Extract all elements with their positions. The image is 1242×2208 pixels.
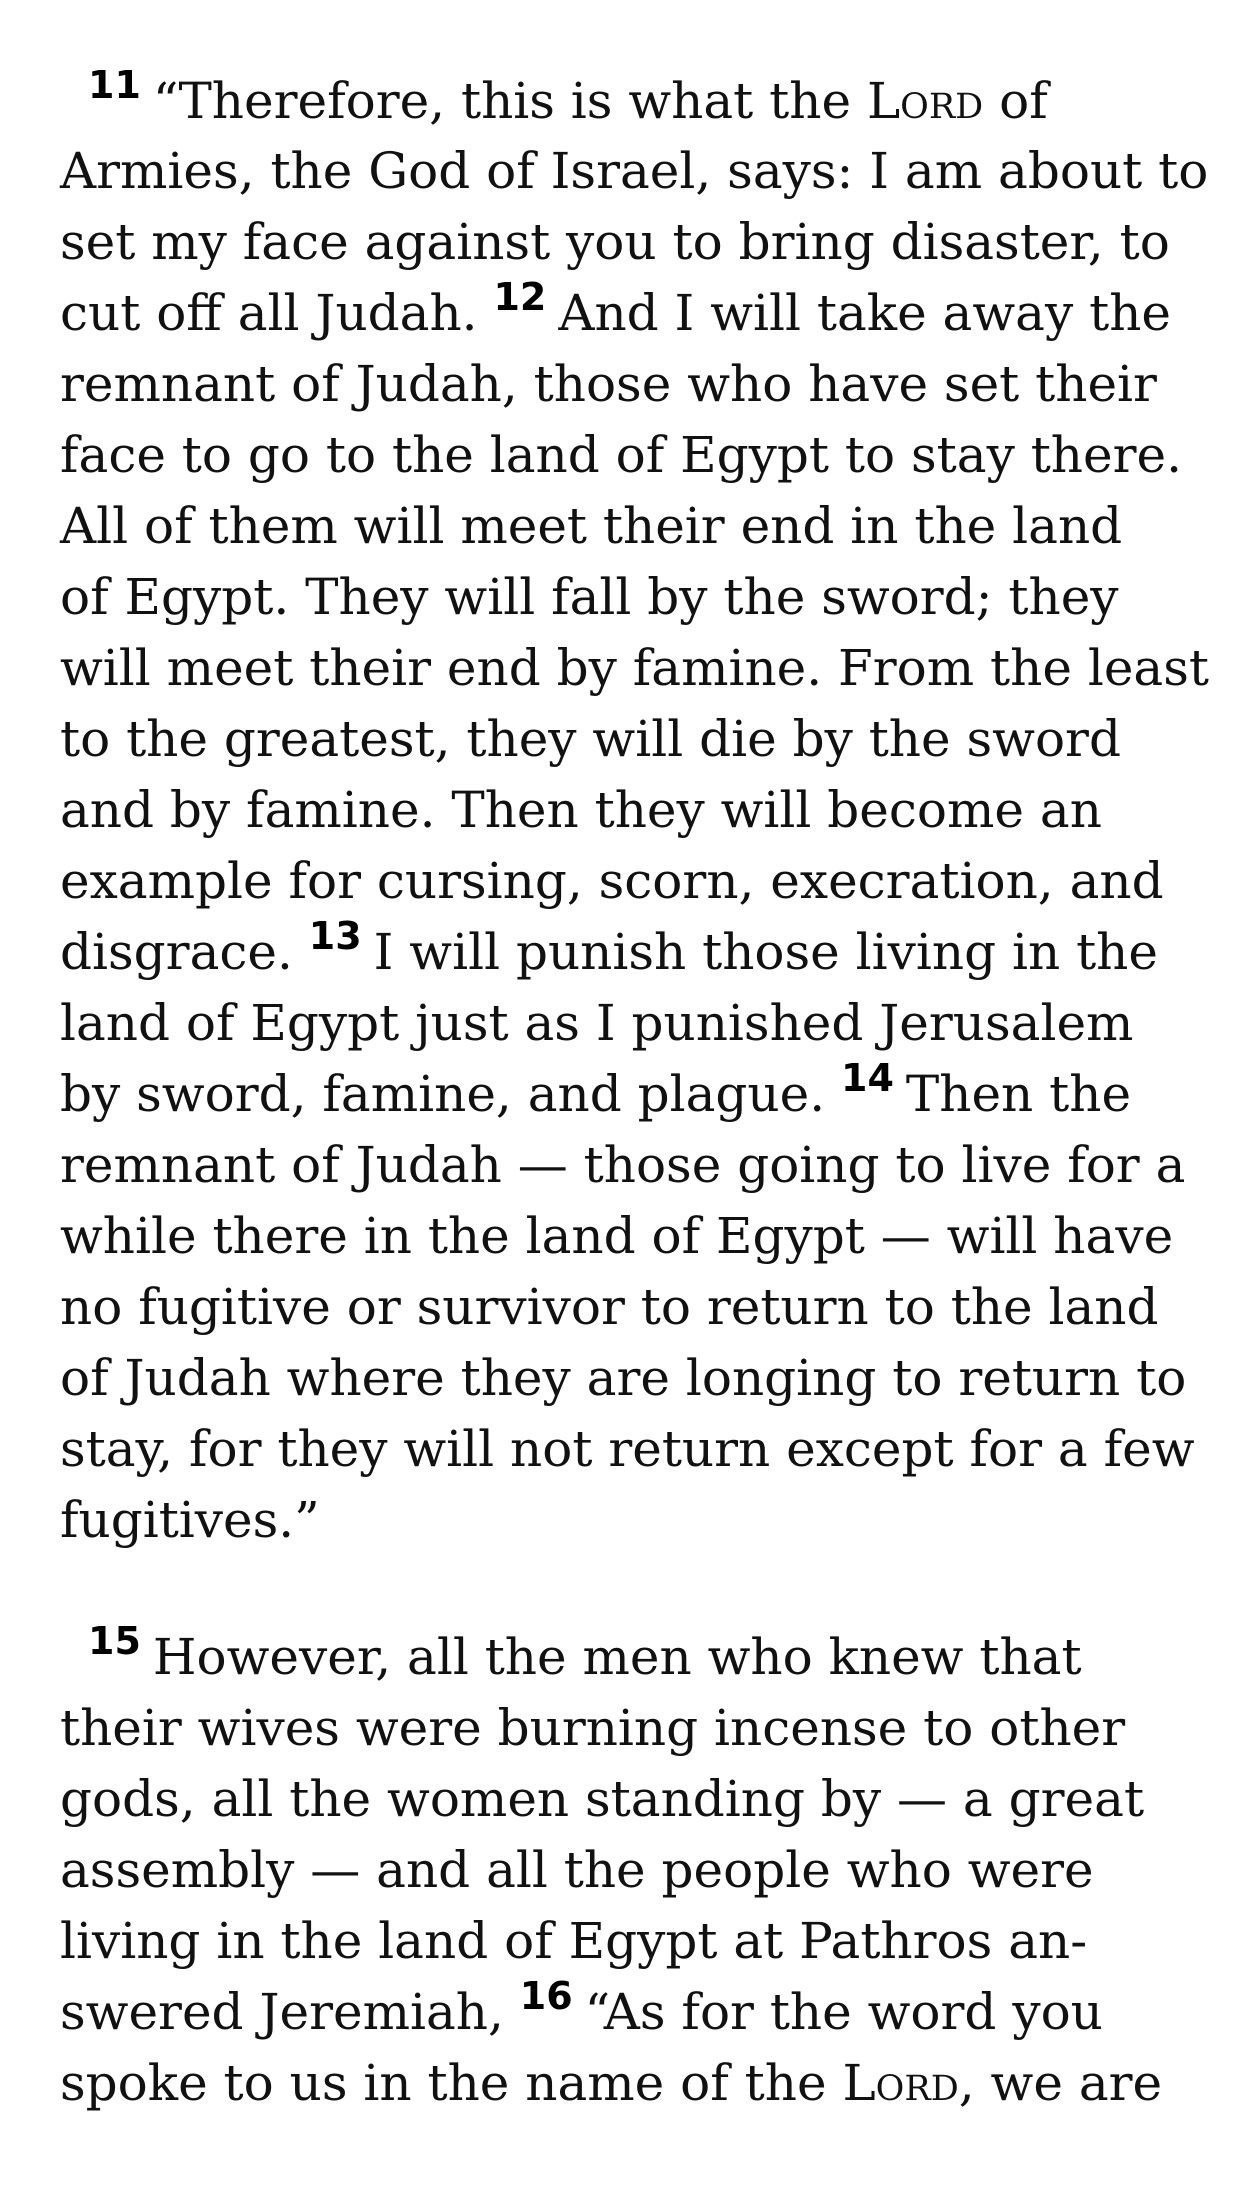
line-text: stay, for they will not return except for a few — [60, 1420, 1195, 1478]
line-text: face to go to the land of Egypt to stay there. — [60, 426, 1182, 484]
line-text: and by famine. Then they will become an — [60, 781, 1102, 839]
verse-number: 16 — [519, 1974, 573, 2018]
line-text: disgrace. — [60, 923, 309, 981]
text-line — [88, 63, 1238, 136]
verse-number: 11 — [88, 63, 141, 107]
line-text-after: “As for the word you — [584, 1983, 1103, 2041]
line-text: no fugitive or survivor to return to the land — [60, 1278, 1159, 1336]
text-line — [60, 1485, 1210, 1555]
line-text-after: And I will take away the — [558, 284, 1171, 342]
text-line — [60, 562, 1210, 632]
line-text: cut off all Judah. — [60, 284, 494, 342]
text-line — [60, 988, 1210, 1058]
text-line — [60, 1414, 1210, 1484]
verse-number: 14 — [841, 1056, 894, 1100]
text-line — [60, 491, 1210, 561]
line-text: land of Egypt just as I punished Jerusalem — [60, 994, 1134, 1052]
line-text: their wives were burning incense to other — [60, 1699, 1126, 1757]
line-text: of Egypt. They will fall by the sword; they — [60, 568, 1119, 626]
line-text: living in the land of Egypt at Pathros an- — [60, 1912, 1088, 1970]
text-line — [60, 775, 1210, 845]
text-line — [60, 1693, 1210, 1763]
lord-small-caps: Lord — [842, 2054, 959, 2112]
text-line — [60, 704, 1210, 774]
text-line — [60, 275, 1210, 348]
line-text: spoke to us in the name of the — [60, 2054, 843, 2112]
line-text: assembly — and all the people who were — [60, 1841, 1094, 1899]
line-text: set my face against you to bring disaster, to — [60, 213, 1170, 271]
line-text: example for cursing, scorn, execration, and — [60, 852, 1164, 910]
text-line — [60, 136, 1210, 206]
text-line — [60, 1764, 1210, 1834]
line-text: However, all the men who knew that — [152, 1628, 1082, 1686]
line-text-after: I will punish those living in the — [373, 923, 1158, 981]
line-text: gods, all the women standing by — a great — [60, 1770, 1145, 1828]
text-line — [60, 1056, 1210, 1129]
text-line — [60, 2048, 1210, 2118]
text-line — [60, 1343, 1210, 1413]
text-line — [60, 420, 1210, 490]
text-line — [88, 1619, 1238, 1692]
text-line — [60, 207, 1210, 277]
text-line — [60, 1974, 1210, 2047]
verse-number: 13 — [308, 914, 362, 958]
lord-small-caps: Lord — [866, 72, 984, 130]
text-line — [60, 349, 1210, 419]
text-line — [60, 1835, 1210, 1905]
line-text: will meet their end by famine. From the least — [60, 639, 1209, 697]
text-line — [60, 914, 1210, 987]
verse-number: 15 — [88, 1619, 141, 1663]
text-line — [60, 846, 1210, 916]
text-line — [60, 1130, 1210, 1200]
line-text-after: of — [983, 72, 1048, 130]
line-text: while there in the land of Egypt — will have — [60, 1207, 1174, 1265]
text-line — [60, 1272, 1210, 1342]
text-line — [60, 1906, 1210, 1976]
verse-number: 12 — [493, 275, 547, 319]
text-line — [60, 633, 1210, 703]
line-text: swered Jeremiah, — [60, 1983, 520, 2041]
line-text: Armies, the God of Israel, says: I am about to — [60, 142, 1209, 200]
line-text: remnant of Judah — those going to live for a — [60, 1136, 1186, 1194]
line-text: by sword, famine, and plague. — [60, 1065, 842, 1123]
line-text: of Judah where they are longing to return to — [60, 1349, 1187, 1407]
line-text: fugitives.” — [60, 1491, 320, 1549]
line-text-after: , we are — [958, 2054, 1163, 2112]
text-line — [60, 1201, 1210, 1271]
line-text: to the greatest, they will die by the sword — [60, 710, 1121, 768]
line-text: All of them will meet their end in the land — [60, 497, 1123, 555]
line-text-after: Then the — [905, 1065, 1132, 1123]
line-text: “Therefore, this is what the — [152, 72, 867, 130]
line-text: remnant of Judah, those who have set their — [60, 355, 1157, 413]
